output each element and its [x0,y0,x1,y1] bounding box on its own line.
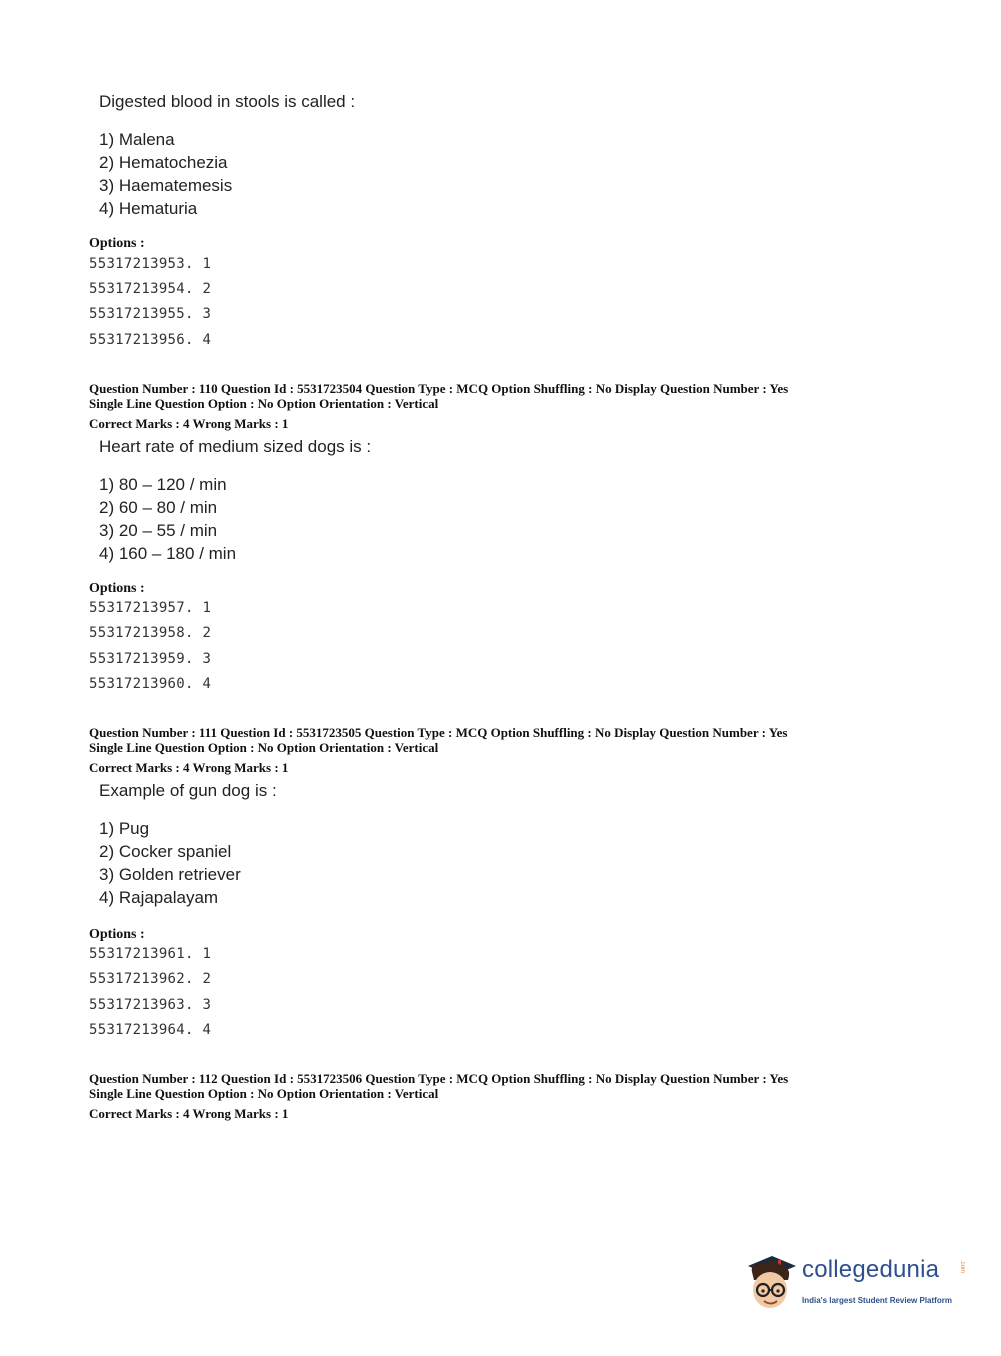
option-id: 55317213955. 3 [89,306,212,322]
question-meta: Single Line Question Option : No Option Orientation : Vertical [89,396,439,411]
option-id: 55317213958. 2 [89,625,212,641]
question-meta: Single Line Question Option : No Option Orientation : Vertical [89,740,439,755]
question-marks: Correct Marks : 4 Wrong Marks : 1 [89,416,289,431]
question-marks: Correct Marks : 4 Wrong Marks : 1 [89,1106,289,1121]
choice-list [99,473,236,565]
option-id: 55317213964. 4 [89,1022,212,1038]
choice-item: 4) 160 – 180 / min [99,544,237,563]
collegedunia-logo [742,1250,972,1316]
choice-item: 3) 20 – 55 / min [99,521,218,540]
student-mascot-icon [742,1250,800,1316]
option-id: 55317213959. 3 [89,651,212,667]
choice-item: 1) Pug [99,819,150,838]
options-label: Options : [89,581,145,596]
logo-suffix: .com [959,1260,965,1274]
choice-item: 2) Hematochezia [99,153,228,172]
question-text: Heart rate of medium sized dogs is : [99,437,372,456]
question-meta: Question Number : 112 Question Id : 5531723506 Question Type : MCQ Option Shuffling : No Display Question Number : Yes [89,1071,789,1086]
question-meta: Question Number : 111 Question Id : 5531723505 Question Type : MCQ Option Shuffling : No Display Question Number : Yes [89,725,788,740]
choice-item: 3) Golden retriever [99,865,241,884]
logo-name: collegedunia [802,1256,940,1283]
choice-item: 1) Malena [99,130,175,149]
option-id: 55317213963. 3 [89,997,212,1013]
choice-item: 1) 80 – 120 / min [99,475,227,494]
choice-item: 2) Cocker spaniel [99,842,232,861]
option-id: 55317213960. 4 [89,676,212,692]
choice-item: 2) 60 – 80 / min [99,498,218,517]
option-id: 55317213957. 1 [89,600,212,616]
question-marks: Correct Marks : 4 Wrong Marks : 1 [89,760,289,775]
logo-tagline: India's largest Student Review Platform [802,1296,952,1305]
option-id: 55317213954. 2 [89,281,212,297]
question-meta: Single Line Question Option : No Option Orientation : Vertical [89,1086,439,1101]
options-label: Options : [89,927,145,942]
option-id: 55317213962. 2 [89,971,212,987]
choice-item: 3) Haematemesis [99,176,233,195]
choice-list [99,817,241,909]
option-id: 55317213953. 1 [89,256,212,272]
options-label: Options : [89,236,145,251]
question-text: Example of gun dog is : [99,781,277,800]
choice-item: 4) Rajapalayam [99,888,219,907]
choice-list [99,128,232,220]
question-meta: Question Number : 110 Question Id : 5531723504 Question Type : MCQ Option Shuffling : No Display Question Number : Yes [89,381,789,396]
choice-item: 4) Hematuria [99,199,198,218]
option-id: 55317213956. 4 [89,332,212,348]
question-text: Digested blood in stools is called : [99,92,356,111]
option-id: 55317213961. 1 [89,946,212,962]
